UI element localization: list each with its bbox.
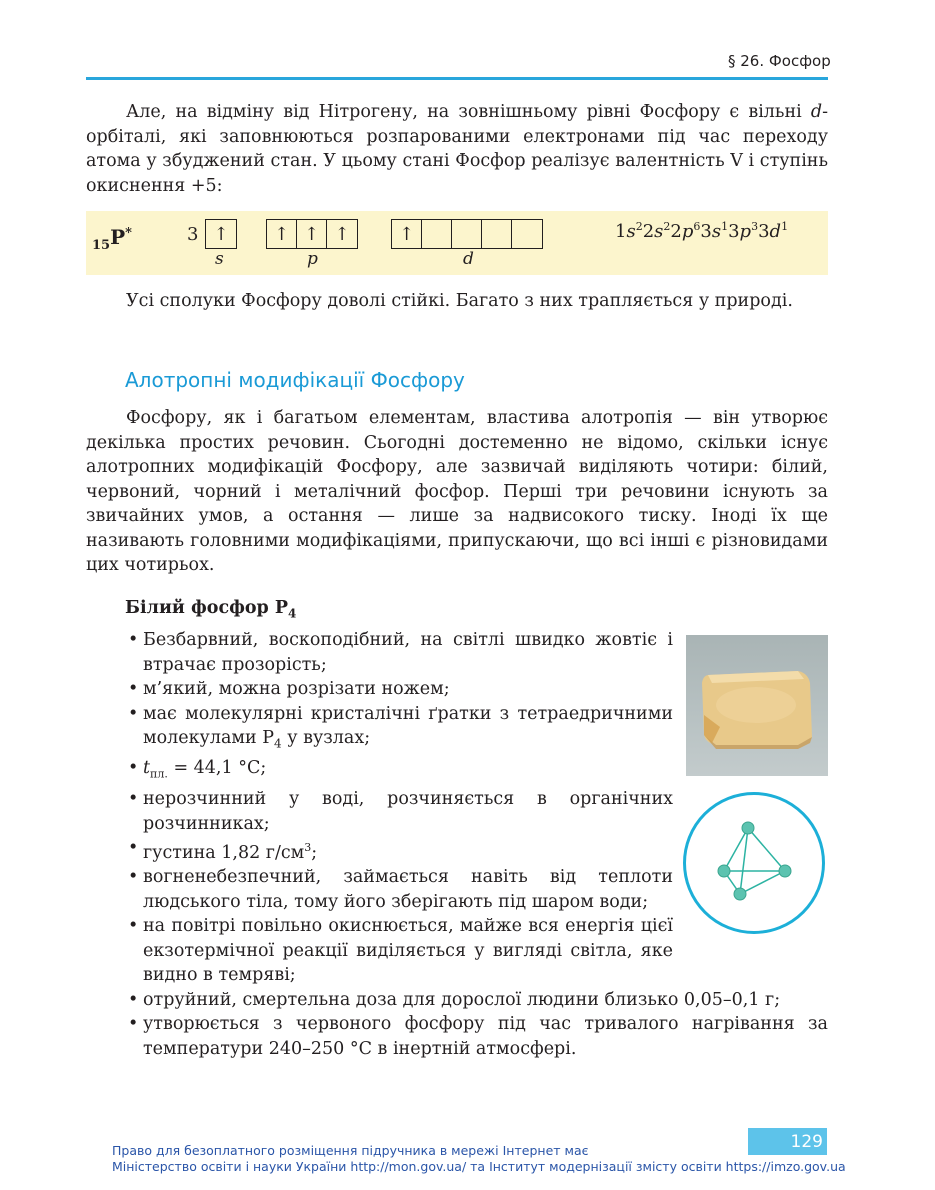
list-item: • вогненебезпечний, займається навіть від теплоти людського тіла, тому його зберігають під шаром води; <box>128 867 673 912</box>
s-orbital-boxes <box>205 219 237 249</box>
item-text: густина 1,82 г/см <box>143 842 305 863</box>
orbital-cell <box>452 220 482 248</box>
list-item: • густина 1,82 $г/см^3$; <box>128 838 318 863</box>
list-item: • нерозчинний у воді, розчиняється в органічних розчинниках; <box>128 789 673 834</box>
item-text: має молекулярні кристалічні ґратки з тетраедричними молекулами P <box>143 703 673 748</box>
orbital-cell <box>512 220 542 248</box>
footer-line-1: Право для безоплатного розміщення підручника в мережі Інтернет має <box>112 1143 589 1158</box>
item-text-tail: = 44,1 °C; <box>167 758 267 778</box>
orbital-cell: ↑ <box>213 223 229 245</box>
item-subscript: пл. <box>150 767 168 781</box>
orbital-cell: ↑ <box>334 223 350 245</box>
atomic-number: 15 <box>92 238 111 253</box>
item-text: м’який, можна розрізати ножем; <box>143 679 450 699</box>
list-item: • м’який, можна розрізати ножем; <box>128 679 450 699</box>
list-item: • утворюється з червоного фосфору під час тривалого нагрівання за температури 240–250 °C в інертній атмосфері. <box>128 1014 828 1059</box>
orbital-cell: ↑ <box>392 220 422 248</box>
footer-line-2: Міністерство освіти і науки України http://mon.gov.ua/ та Інститут модернізації змісту освіти https://imzo.gov.ua <box>112 1159 846 1174</box>
item-text-tail: у вузлах; <box>281 728 371 748</box>
subsection-heading <box>125 598 296 621</box>
item-text: на повітрі повільно окиснюється, майже вся енергія цієї екзотермічної реакції виділяється у вигляді світла, яке видно в темряві; <box>143 916 673 986</box>
orbital-cell: ↑ <box>297 220 327 248</box>
list-item: • отруйний, смертельна доза для дорослої людини близько 0,05–0,1 г; <box>128 989 781 1010</box>
symbol: P <box>110 225 126 249</box>
item-text: нерозчинний у воді, розчиняється в органічних розчинниках; <box>143 789 673 834</box>
element-symbol <box>92 225 132 253</box>
p4-molecule-figure <box>683 792 825 934</box>
stability-paragraph: Усі сполуки Фосфору доволі стійкі. Багато з них трапляється у природі. <box>126 291 793 311</box>
d-orbital-boxes <box>391 219 543 249</box>
list-item: • Безбарвний, воскоподібний, на світлі швидко жовтіє і втрачає прозорість; <box>128 630 673 675</box>
heading-text: Білий фосфор P <box>125 598 289 618</box>
item-superscript: 3 <box>304 841 312 854</box>
item-text: отруйний, смертельна доза для дорослої людини близько 0,05–0,1 г; <box>143 989 781 1010</box>
list-item: • має молекулярні кристалічні ґратки з тетраедричними молекулами $P_4$ у вузлах; <box>128 703 673 751</box>
heading-subscript: 4 <box>288 606 297 621</box>
item-text: утворюється з червоного фосфору під час тривалого нагрівання за температури 240–250 °C в інертній атмосфері. <box>143 1014 828 1059</box>
list-item: • $t_{пл.} = 44,1$ °C; <box>128 758 267 781</box>
item-text: вогненебезпечний, займається навіть від теплоти людського тіла, тому його зберігають під шаром води; <box>143 867 673 912</box>
intro-paragraph <box>86 100 828 198</box>
header-rule <box>86 77 828 80</box>
s-label: s <box>215 249 224 269</box>
orbital-cell <box>482 220 512 248</box>
white-phosphorus-photo <box>686 635 828 776</box>
allotropes-paragraph: Фосфору, як і багатьом елементам, властива алотропія — він утворює декілька простих речовин. Сьогодні достеменно не відомо, скільки існує алотропних модифікацій Фосфору, але зазвичай виділяють чотири: білий, червоний, чорний і металічний фосфор. Перші три речовини існують за звичайних умов, а остання — лише за надвисокого тиску. Іноді їх ще називають головними модифікаціями, припускаючи, що всі інші є різновидами цих чотирьох. <box>86 408 828 575</box>
d-label: d <box>463 249 474 269</box>
electron-formula: $1s^22s^22p^63s^13p^33d^1$ <box>615 220 789 242</box>
page-number: 129 <box>748 1128 827 1155</box>
list-item: • на повітрі повільно окиснюється, майже вся енергія цієї екзотермічної реакції виділяється у вигляді світла, яке видно в темряві; <box>128 916 673 986</box>
item-text: t <box>143 758 151 778</box>
item-subscript: 4 <box>274 736 282 751</box>
item-text-tail: ; <box>311 842 318 863</box>
section-heading: Алотропні модифікації Фосфору <box>125 368 465 392</box>
item-text: Безбарвний, воскоподібний, на світлі швидко жовтіє і втрачає прозорість; <box>143 630 673 675</box>
energy-level: 3 <box>187 224 199 245</box>
intro-text: Але, на відміну від Нітрогену, на зовнішньому рівні Фосфору є вільні d-орбіталі, які заповнюються розпарованими електронами під час переходу атома у збуджений стан. У цьому стані Фосфор реалізує валентність V і ступінь окиснення +5: <box>86 102 828 196</box>
p-orbital-boxes <box>266 219 358 249</box>
orbital-cell: ↑ <box>267 220 297 248</box>
excited-mark: * <box>125 225 132 241</box>
orbital-cell <box>422 220 452 248</box>
p-label: p <box>307 249 318 269</box>
running-header: § 26. Фосфор <box>728 52 831 70</box>
